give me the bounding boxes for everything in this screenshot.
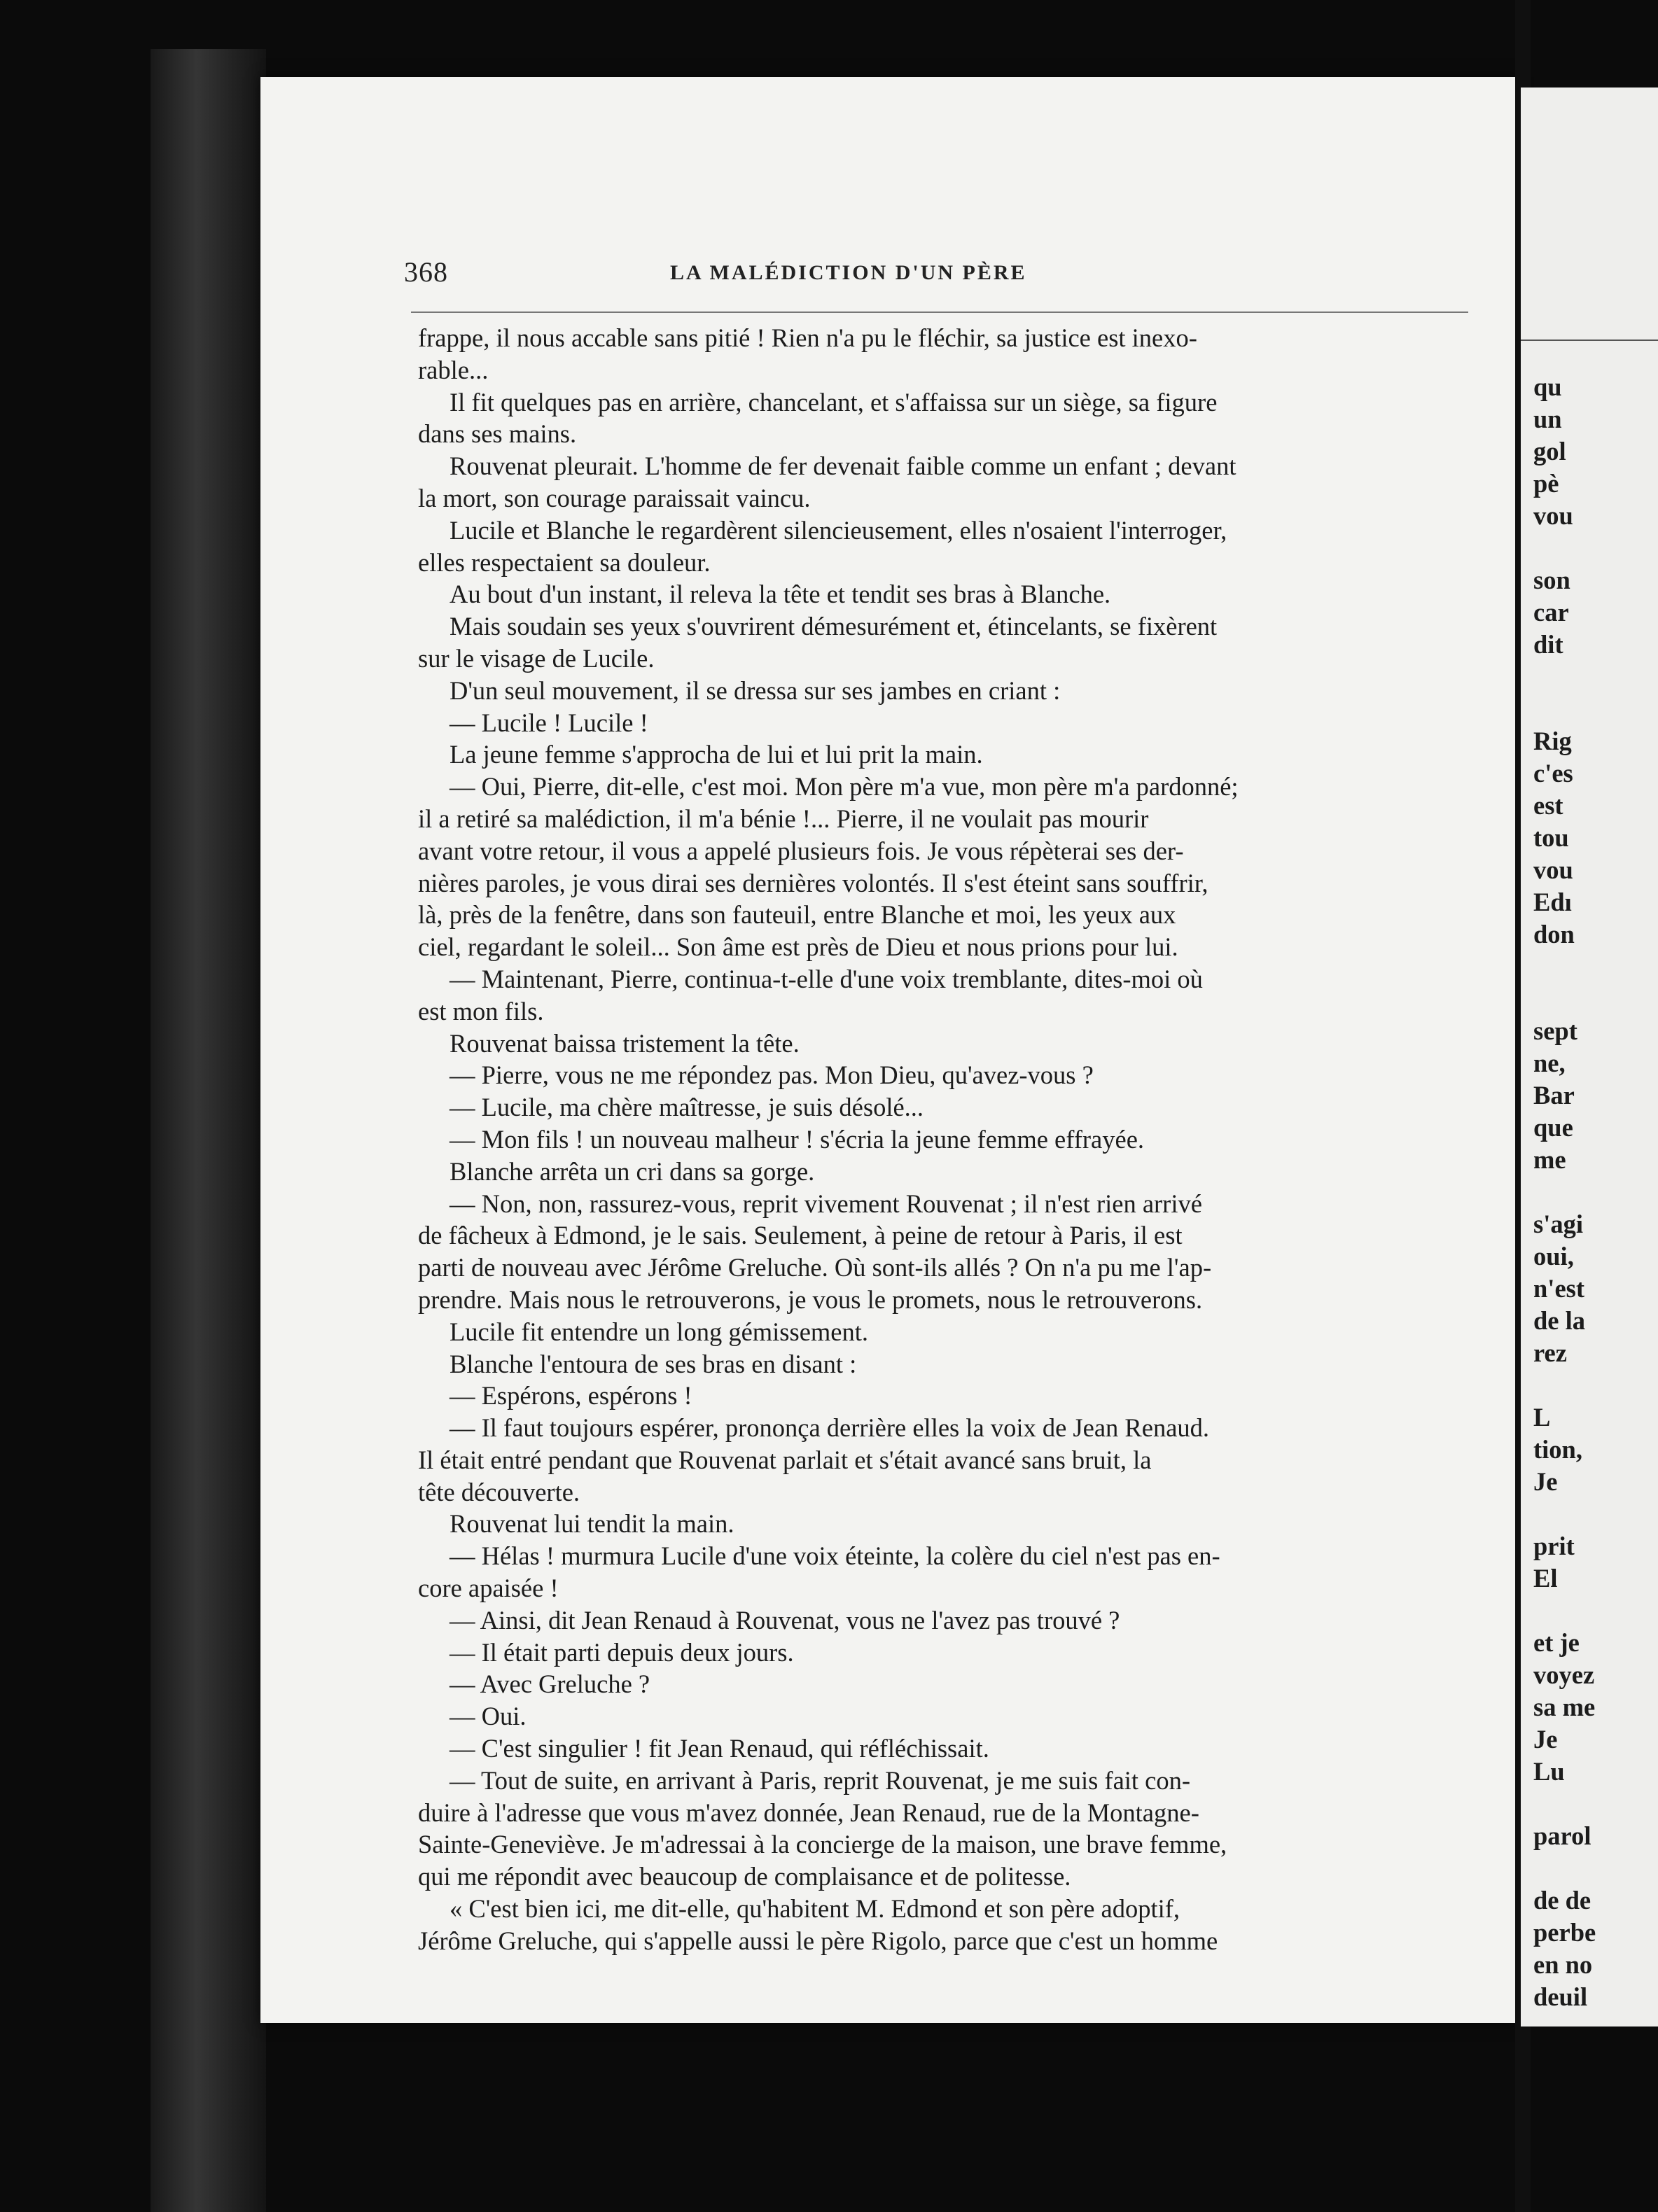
adjacent-text-fragment: parol xyxy=(1533,1821,1591,1850)
page-body-text xyxy=(418,322,1475,1957)
text-line: — Lucile, ma chère maîtresse, je suis désolé... xyxy=(450,1093,924,1122)
adjacent-page-rule xyxy=(1521,340,1658,341)
header-rule xyxy=(411,312,1468,313)
text-line: duire à l'adresse que vous m'avez donnée, Jean Renaud, rue de la Montagne- xyxy=(418,1798,1199,1827)
text-line: Rouvenat baissa tristement la tête. xyxy=(450,1028,800,1058)
adjacent-text-fragment: Je xyxy=(1533,1725,1558,1754)
text-line: rable... xyxy=(418,355,489,384)
adjacent-text-fragment: de la xyxy=(1533,1306,1586,1335)
adjacent-text-fragment: prit xyxy=(1533,1532,1575,1560)
adjacent-text-fragment: voyez xyxy=(1533,1660,1595,1689)
adjacent-text-fragment: Edı xyxy=(1533,888,1572,916)
adjacent-text-fragment xyxy=(1533,532,1658,564)
adjacent-text-fragment: oui, xyxy=(1533,1242,1574,1270)
text-line: — Espérons, espérons ! xyxy=(450,1381,692,1410)
adjacent-text-fragment: car xyxy=(1533,598,1569,626)
text-line: frappe, il nous accable sans pitié ! Rien n'a pu le fléchir, sa justice est inexo- xyxy=(418,323,1197,352)
adjacent-text-fragment: de de xyxy=(1533,1886,1591,1914)
text-line: Rouvenat lui tendit la main. xyxy=(450,1509,734,1539)
text-line: — Pierre, vous ne me répondez pas. Mon Dieu, qu'avez-vous ? xyxy=(450,1060,1094,1090)
adjacent-text-fragment xyxy=(1533,1369,1658,1401)
text-line: — Tout de suite, en arrivant à Paris, reprit Rouvenat, je me suis fait con- xyxy=(450,1765,1191,1795)
text-line: Blanche arrêta un cri dans sa gorge. xyxy=(450,1156,815,1186)
adjacent-text-fragment: que xyxy=(1533,1113,1573,1142)
text-line: Il était entré pendant que Rouvenat parlait et s'était avancé sans bruit, la xyxy=(418,1445,1152,1474)
text-line: prendre. Mais nous le retrouverons, je vous le promets, nous le retrouverons. xyxy=(418,1284,1203,1314)
text-line: « C'est bien ici, me dit-elle, qu'habitent M. Edmond et son père adoptif, xyxy=(450,1894,1180,1924)
text-line: tête découverte. xyxy=(418,1477,580,1506)
adjacent-text-fragment: don xyxy=(1533,920,1575,948)
text-line: la mort, son courage paraissait vaincu. xyxy=(418,483,811,512)
text-line: nières paroles, je vous dirai ses dernières volontés. Il s'est éteint sans souffrir, xyxy=(418,868,1208,897)
text-line: parti de nouveau avec Jérôme Greluche. Où sont-ils allés ? On n'a pu me l'ap- xyxy=(418,1253,1212,1282)
adjacent-text-fragment xyxy=(1533,1595,1658,1627)
adjacent-text-fragment: rez xyxy=(1533,1338,1567,1367)
book-page xyxy=(260,77,1515,2023)
adjacent-text-fragment: tion, xyxy=(1533,1435,1582,1464)
text-line: elles respectaient sa douleur. xyxy=(418,547,711,577)
running-title: LA MALÉDICTION D'UN PÈRE xyxy=(670,261,1027,284)
text-line: de fâcheux à Edmond, je le sais. Seulement, à peine de retour à Paris, il est xyxy=(418,1221,1183,1250)
adjacent-text-fragment xyxy=(1533,951,1658,983)
text-line: Sainte-Geneviève. Je m'adressai à la concierge de la maison, une brave femme, xyxy=(418,1830,1227,1859)
text-line: — Oui. xyxy=(450,1702,527,1731)
adjacent-text-fragment: ne, xyxy=(1533,1049,1566,1077)
text-line: Rouvenat pleurait. L'homme de fer devenait faible comme un enfant ; devant xyxy=(450,451,1236,481)
text-line: La jeune femme s'approcha de lui et lui prit la main. xyxy=(450,740,983,769)
adjacent-page-edge xyxy=(1521,88,1658,2026)
adjacent-text-fragment: sa me xyxy=(1533,1693,1596,1721)
adjacent-text-fragment: dit xyxy=(1533,630,1563,659)
text-line: sur le visage de Lucile. xyxy=(418,643,655,673)
adjacent-text-fragment: Lu xyxy=(1533,1757,1565,1786)
text-line: — Lucile ! Lucile ! xyxy=(450,708,648,737)
text-line: — Oui, Pierre, dit-elle, c'est moi. Mon père m'a vue, mon père m'a pardonné; xyxy=(450,772,1239,802)
text-line: dans ses mains. xyxy=(418,419,577,449)
text-line: Blanche l'entoura de ses bras en disant : xyxy=(450,1349,857,1378)
adjacent-text-fragment: me xyxy=(1533,1145,1566,1174)
adjacent-text-fragment xyxy=(1533,1852,1658,1884)
adjacent-text-fragment: c'es xyxy=(1533,759,1573,788)
adjacent-text-fragment: n'est xyxy=(1533,1274,1584,1303)
adjacent-text-fragment: qu xyxy=(1533,372,1562,401)
adjacent-text-fragment: pè xyxy=(1533,469,1559,498)
adjacent-text-fragment: est xyxy=(1533,791,1563,820)
adjacent-text-fragment: Rig xyxy=(1533,727,1572,755)
text-line: — C'est singulier ! fit Jean Renaud, qui réfléchissait. xyxy=(450,1734,989,1763)
adjacent-text-fragment xyxy=(1533,661,1658,693)
text-line: D'un seul mouvement, il se dressa sur ses jambes en criant : xyxy=(450,676,1061,705)
adjacent-text-fragment xyxy=(1533,983,1658,1015)
adjacent-text-fragment: Je xyxy=(1533,1467,1558,1496)
adjacent-page-text xyxy=(1533,371,1658,2013)
adjacent-text-fragment: son xyxy=(1533,566,1570,594)
adjacent-text-fragment: s'agi xyxy=(1533,1210,1583,1238)
adjacent-text-fragment xyxy=(1533,693,1658,725)
adjacent-text-fragment xyxy=(1533,1498,1658,1530)
text-line: — Hélas ! murmura Lucile d'une voix éteinte, la colère du ciel n'est pas en- xyxy=(450,1541,1220,1571)
adjacent-text-fragment xyxy=(1533,1176,1658,1208)
adjacent-text-fragment: gol xyxy=(1533,437,1566,465)
adjacent-text-fragment: en no xyxy=(1533,1950,1593,1979)
text-line: Jérôme Greluche, qui s'appelle aussi le père Rigolo, parce que c'est un homme xyxy=(418,1926,1218,1955)
adjacent-text-fragment: Bar xyxy=(1533,1081,1575,1110)
text-line: — Avec Greluche ? xyxy=(450,1670,650,1699)
page-number: 368 xyxy=(404,256,448,288)
adjacent-text-fragment: El xyxy=(1533,1564,1558,1592)
text-line: Il fit quelques pas en arrière, chancelant, et s'affaissa sur un siège, sa figure xyxy=(450,387,1218,416)
text-line: — Maintenant, Pierre, continua-t-elle d'une voix tremblante, dites-moi où xyxy=(450,964,1203,993)
text-line: — Non, non, rassurez-vous, reprit vivement Rouvenat ; il n'est rien arrivé xyxy=(450,1189,1202,1218)
text-line: Mais soudain ses yeux s'ouvrirent démesurément et, étincelants, se fixèrent xyxy=(450,612,1218,641)
page-header xyxy=(404,255,1468,298)
text-line: core apaisée ! xyxy=(418,1574,559,1603)
adjacent-text-fragment: un xyxy=(1533,405,1562,433)
adjacent-text-fragment: perbe xyxy=(1533,1918,1596,1947)
adjacent-text-fragment: tou xyxy=(1533,823,1569,852)
adjacent-text-fragment: sept xyxy=(1533,1016,1577,1045)
text-line: ciel, regardant le soleil... Son âme est près de Dieu et nous prions pour lui. xyxy=(418,932,1178,962)
text-line: — Mon fils ! un nouveau malheur ! s'écria la jeune femme effrayée. xyxy=(450,1124,1145,1154)
text-line: qui me répondit avec beaucoup de complaisance et de politesse. xyxy=(418,1862,1071,1891)
text-line: il a retiré sa malédiction, il m'a bénie !... Pierre, il ne voulait pas mourir xyxy=(418,804,1149,833)
text-line: Lucile fit entendre un long gémissement. xyxy=(450,1317,869,1346)
adjacent-text-fragment: deuil xyxy=(1533,1982,1588,2011)
adjacent-text-fragment: et je xyxy=(1533,1628,1580,1657)
text-line: avant votre retour, il vous a appelé plusieurs fois. Je vous répèterai ses der- xyxy=(418,836,1184,865)
text-line: Au bout d'un instant, il releva la tête et tendit ses bras à Blanche. xyxy=(450,580,1111,609)
text-line: là, près de la fenêtre, dans son fauteuil, entre Blanche et moi, les yeux aux xyxy=(418,900,1176,930)
book-spine-shadow xyxy=(151,49,266,2212)
text-line: Lucile et Blanche le regardèrent silencieusement, elles n'osaient l'interroger, xyxy=(450,515,1227,545)
adjacent-text-fragment: L xyxy=(1533,1403,1551,1432)
adjacent-text-fragment xyxy=(1533,1788,1658,1820)
text-line: est mon fils. xyxy=(418,996,544,1026)
text-line: — Ainsi, dit Jean Renaud à Rouvenat, vous ne l'avez pas trouvé ? xyxy=(450,1605,1120,1634)
adjacent-text-fragment: vou xyxy=(1533,855,1573,884)
text-line: — Il faut toujours espérer, prononça derrière elles la voix de Jean Renaud. xyxy=(450,1413,1210,1443)
adjacent-text-fragment: vou xyxy=(1533,501,1573,530)
text-line: — Il était parti depuis deux jours. xyxy=(450,1637,794,1667)
